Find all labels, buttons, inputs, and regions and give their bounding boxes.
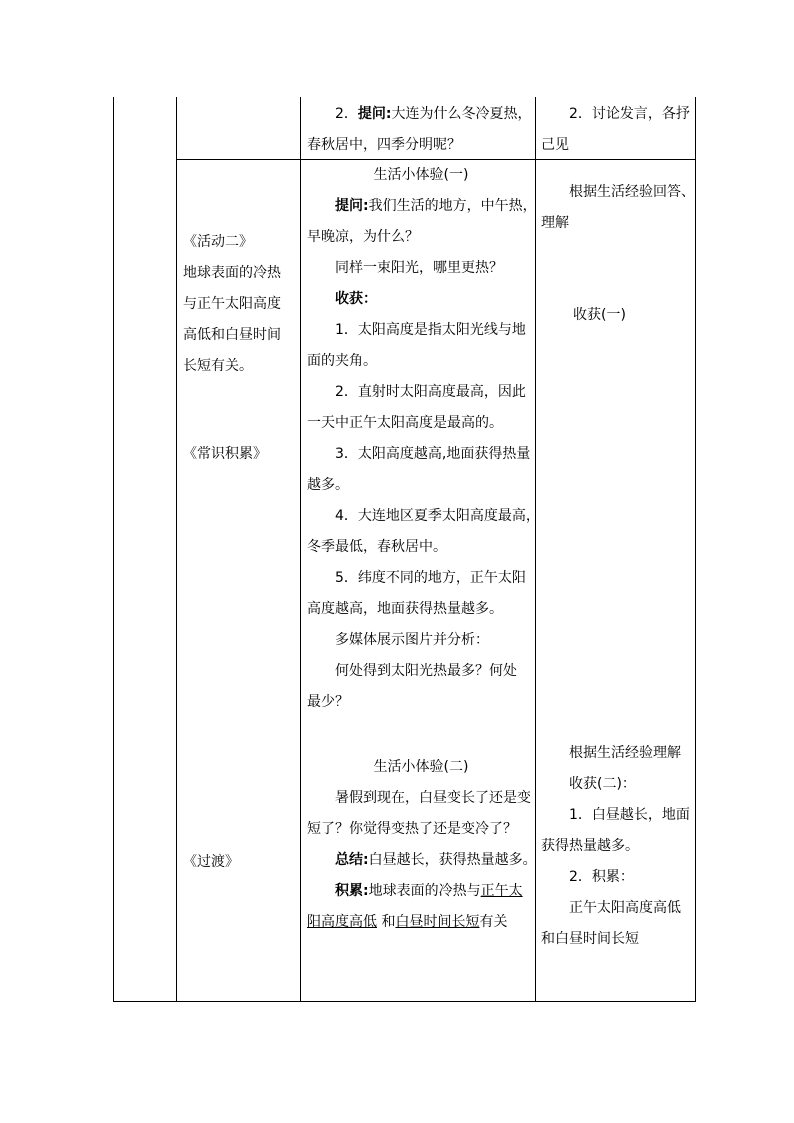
experience2-line2: 短了？你觉得变热了还是变冷了？	[307, 821, 517, 837]
gain-item: 5．纬度不同的地方，正午太阳	[335, 570, 526, 586]
gain-item-cont: 冬季最低，春秋居中。	[307, 539, 447, 555]
activity-line: 长短有关。	[183, 358, 253, 374]
accumulate-answer-line2: 和白昼时间长短	[541, 931, 639, 947]
column-divider-1	[176, 97, 177, 1002]
gain-item: 4．大连地区夏季太阳高度最高，	[335, 508, 540, 524]
gain2-item1-line1: 1．白昼越长，地面	[569, 807, 690, 823]
knowledge-title: 《常识积累》	[183, 446, 267, 462]
activity-line: 与正午太阳高度	[183, 296, 281, 312]
table-border-bottom	[113, 1001, 696, 1002]
gain-item: 2．直射时太阳高度最高，因此	[335, 384, 526, 400]
gain-item-cont: 一天中正午太阳高度是最高的。	[307, 415, 503, 431]
media-question-line1: 何处得到太阳光热最多？何处	[335, 663, 517, 679]
gain1-label: 收获(一)	[573, 307, 626, 323]
summary-line: 总结:白昼越长，获得热量越多。	[335, 852, 537, 868]
question-line1: 提问:我们生活的地方，中午热，	[335, 198, 537, 214]
row1-question-line2: 春秋居中，四季分明呢？	[307, 137, 461, 153]
gain-label: 收获：	[335, 291, 377, 307]
activity-line: 高低和白昼时间	[183, 327, 281, 343]
media-line: 多媒体展示图片并分析：	[335, 632, 489, 648]
media-question-line2: 最少？	[307, 694, 349, 710]
question-line2: 早晚凉，为什么？	[307, 229, 419, 245]
table-border-left	[113, 97, 114, 1002]
experience2-title: 生活小体验(二)	[373, 759, 469, 775]
table-border-right	[695, 97, 696, 1002]
row1-student-line2: 己见	[541, 137, 569, 153]
activity-title: 《活动二》	[183, 234, 253, 250]
gain-item: 3．太阳高度越高,地面获得热量	[335, 446, 531, 462]
gain2-item2: 2．积累：	[569, 869, 634, 885]
answer-line2: 理解	[541, 215, 569, 231]
gain2-item1-line2: 获得热量越多。	[541, 838, 639, 854]
gain-item-cont: 越多。	[307, 477, 349, 493]
gain-item-cont: 高度越高，地面获得热量越多。	[307, 601, 503, 617]
gain-item-cont: 面的夹角。	[307, 353, 377, 369]
understand-line: 根据生活经验理解	[569, 745, 681, 761]
transition-title: 《过渡》	[183, 854, 239, 870]
experience2-line1: 暑假到现在，白昼变长了还是变	[335, 790, 531, 806]
lesson-table	[113, 97, 696, 1002]
accumulate-line1: 积累:地球表面的冷热与正午太	[335, 883, 523, 899]
gain-item: 1．太阳高度是指太阳光线与地	[335, 322, 526, 338]
column-divider-2	[300, 97, 301, 1002]
gain2-label: 收获(二)：	[569, 776, 636, 792]
row1-student-line1: 2．讨论发言，各抒	[569, 106, 690, 122]
activity-line: 地球表面的冷热	[183, 265, 281, 281]
experience1-title: 生活小体验(一)	[373, 167, 469, 183]
question-line3: 同样一束阳光，哪里更热？	[335, 260, 503, 276]
row1-question-line1: 2．提问:大连为什么冬冷夏热，	[335, 106, 532, 122]
answer-line1: 根据生活经验回答、	[569, 184, 695, 200]
accumulate-line2: 阳高度高低 和白昼时间长短有关	[307, 914, 508, 930]
accumulate-answer-line1: 正午太阳高度高低	[569, 900, 681, 916]
